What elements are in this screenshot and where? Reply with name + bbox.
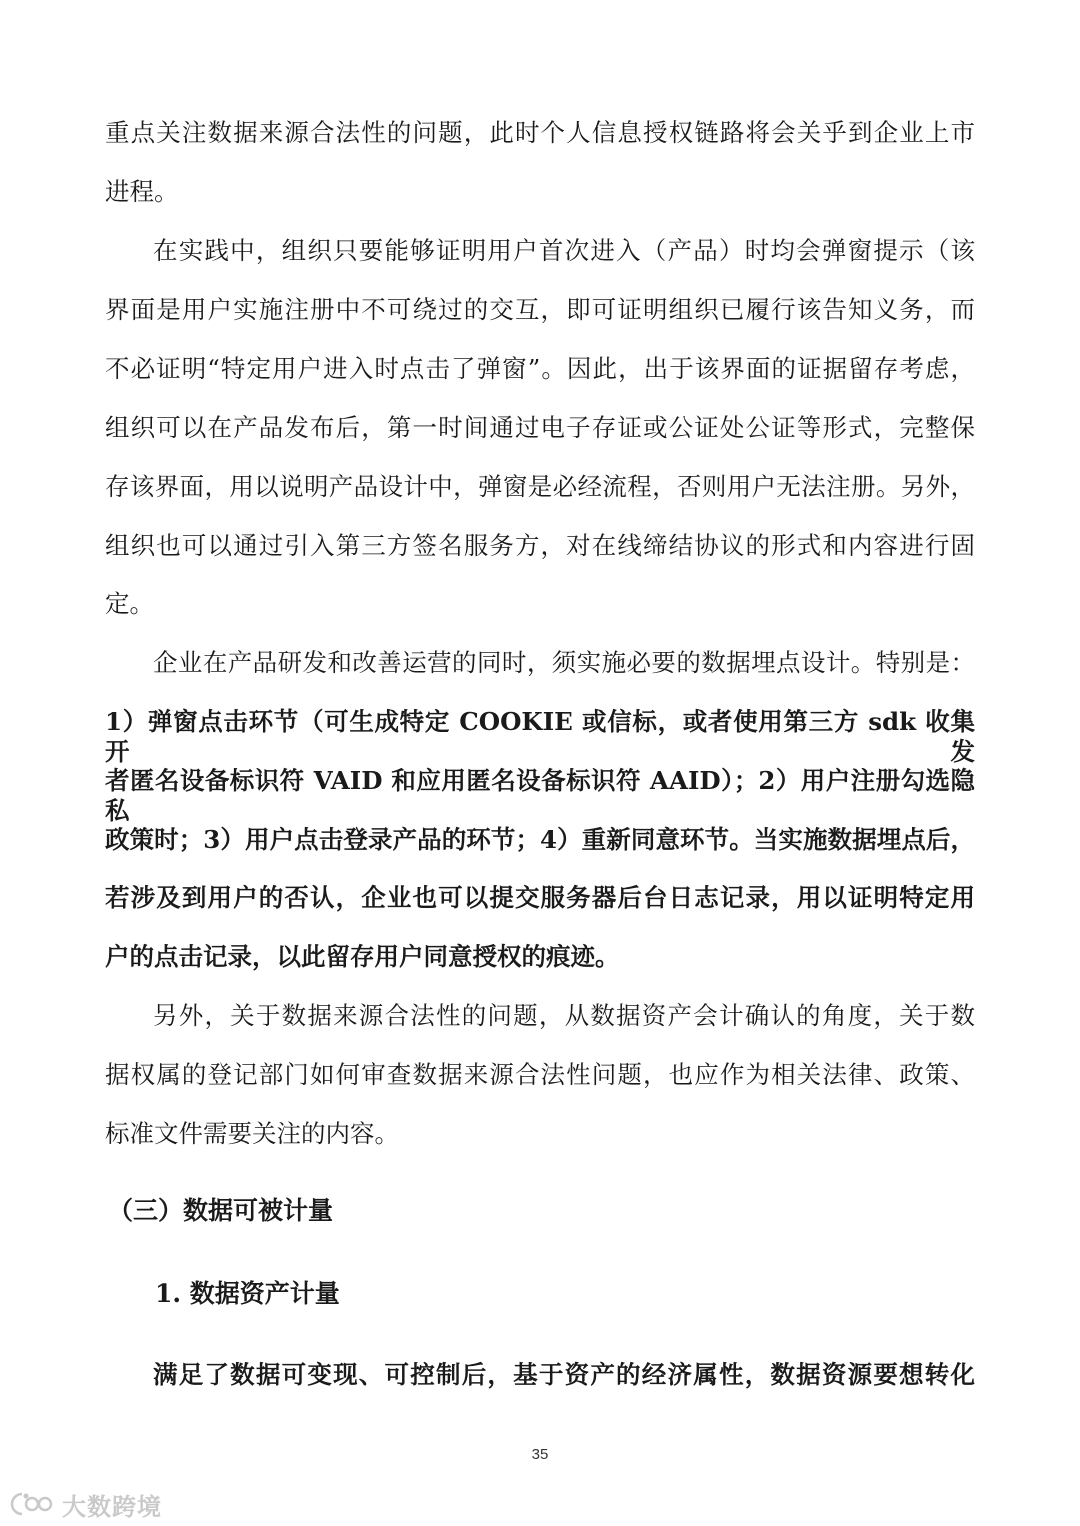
text-line: 政策时；3）用户点击登录产品的环节；4）重新同意环节。当实施数据埋点后， xyxy=(105,825,975,854)
watermark xyxy=(10,1488,162,1520)
text-line: 满足了数据可变现、可控制后，基于资产的经济属性，数据资源要想转化 xyxy=(153,1360,975,1389)
text-line: 户的点击记录，以此留存用户同意授权的痕迹。 xyxy=(105,942,620,971)
text-line: 企业在产品研发和改善运营的同时，须实施必要的数据埋点设计。特别是： xyxy=(153,648,975,677)
text-line: 重点关注数据来源合法性的问题，此时个人信息授权链路将会关乎到企业上市 xyxy=(105,118,975,147)
text-line: 存该界面，用以说明产品设计中，弹窗是必经流程，否则用户无法注册。另外， xyxy=(105,472,975,501)
text-line: 据权属的登记部门如何审查数据来源合法性问题，也应作为相关法律、政策、 xyxy=(105,1060,975,1089)
section-heading: （三）数据可被计量 xyxy=(108,1196,334,1225)
text-line: 组织也可以通过引入第三方签名服务方，对在线缔结协议的形式和内容进行固 xyxy=(105,531,975,560)
text-line: 定。 xyxy=(105,589,154,618)
text-line: 组织可以在产品发布后，第一时间通过电子存证或公证处公证等形式，完整保 xyxy=(105,413,975,442)
page-number: 35 xyxy=(531,1446,549,1463)
text-line: 进程。 xyxy=(105,177,179,206)
text-line: 若涉及到用户的否认，企业也可以提交服务器后台日志记录，用以证明特定用 xyxy=(105,883,975,912)
watermark-text: 大数跨境 xyxy=(62,1492,162,1521)
text-line: 标准文件需要关注的内容。 xyxy=(105,1119,399,1148)
text-line: 另外，关于数据来源合法性的问题，从数据资产会计确认的角度，关于数 xyxy=(153,1001,975,1030)
text-line: 1）弹窗点击环节（可生成特定 COOKIE 或信标，或者使用第三方 sdk 收集开发 xyxy=(105,707,975,766)
text-line: 不必证明“特定用户进入时点击了弹窗”。因此，出于该界面的证据留存考虑， xyxy=(105,354,975,383)
subsection-heading: 1. 数据资产计量 xyxy=(155,1279,340,1308)
text-line: 在实践中，组织只要能够证明用户首次进入（产品）时均会弹窗提示（该 xyxy=(153,236,975,265)
text-line: 界面是用户实施注册中不可绕过的交互，即可证明组织已履行该告知义务，而 xyxy=(105,295,975,324)
text-line: 者匿名设备标识符 VAID 和应用匿名设备标识符 AAID）；2）用户注册勾选隐私 xyxy=(105,766,975,825)
watermark-logo-icon xyxy=(10,1490,56,1518)
